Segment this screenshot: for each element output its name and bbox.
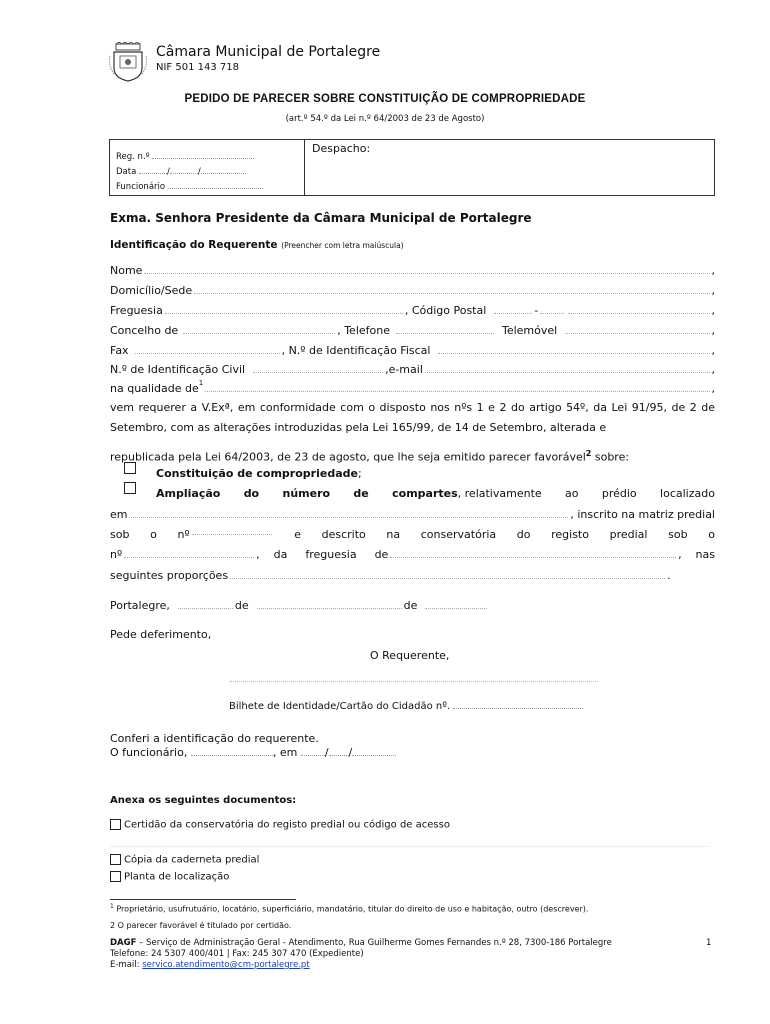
option-extension-word: número xyxy=(282,487,331,500)
annex-title: Anexa os seguintes documentos: xyxy=(110,795,297,806)
fax-label: Fax xyxy=(110,344,129,357)
date-day-field[interactable] xyxy=(139,164,167,174)
fax-field[interactable] xyxy=(135,353,280,354)
comma: , xyxy=(711,284,715,297)
footer-line-2: Telefone: 24 5307 400/401 | Fax: 245 307 470 (Expediente) xyxy=(110,949,364,959)
name-field[interactable] xyxy=(144,273,709,274)
bi-label: Bilhete de Identidade/Cartão do Cidadão nº. xyxy=(229,701,451,712)
option-extension-checkbox[interactable] xyxy=(124,482,136,494)
employee-line xyxy=(116,179,263,192)
registry-nas: , nas xyxy=(678,548,715,561)
option-extension-word: Ampliação xyxy=(156,487,221,500)
parish-label: Freguesia xyxy=(110,304,163,317)
bi-line xyxy=(229,699,583,712)
phone-field[interactable] xyxy=(396,333,494,334)
despacho-label: Despacho: xyxy=(312,142,371,155)
registry-word: registo xyxy=(551,528,589,541)
request-paragraph-2 xyxy=(110,444,715,468)
capacity-field[interactable] xyxy=(205,391,709,392)
employee-check-label: O funcionário, xyxy=(110,746,188,759)
annex-divider xyxy=(110,846,710,847)
option-extension-word: do xyxy=(243,487,260,500)
nif-label: , N.º de Identificação Fiscal xyxy=(281,344,431,357)
option-extension-rest: prédio xyxy=(601,487,637,500)
option-extension-rest: , relativamente xyxy=(457,487,542,500)
address-field[interactable] xyxy=(194,293,709,294)
email-label: ,e-mail xyxy=(385,363,423,376)
mobile-label: Telemóvel xyxy=(501,324,558,337)
footer-email-link[interactable]: servico.atendimento@cm-portalegre.pt xyxy=(142,960,310,970)
proportions-end: . xyxy=(667,569,671,582)
option-extension-rest: ao xyxy=(565,487,579,500)
footnote-separator xyxy=(110,899,296,900)
email-field[interactable] xyxy=(425,372,710,373)
location-field[interactable] xyxy=(129,517,568,518)
requerente-label: O Requerente, xyxy=(370,649,450,662)
footer-dagf: DAGF xyxy=(110,938,137,948)
reg-number-label: Reg. n.º xyxy=(116,152,150,162)
registry-word: na xyxy=(386,528,401,541)
option-constitution xyxy=(156,467,362,480)
footnote-1 xyxy=(110,903,588,914)
date-sep-1: / xyxy=(167,167,170,177)
location-label: em xyxy=(110,508,128,521)
date-slash: / xyxy=(324,746,329,759)
location-row xyxy=(110,505,715,521)
comma: , xyxy=(711,382,715,395)
applicant-id-note: (Preencher com letra maiúscula) xyxy=(281,241,404,250)
civil-id-row xyxy=(110,360,715,376)
option-constitution-checkbox[interactable] xyxy=(124,462,136,474)
civil-id-label: N.º de Identificação Civil xyxy=(110,363,246,376)
registry-word: conservatória xyxy=(420,528,497,541)
footnote-1-text: Proprietário, usufrutuário, locatário, superficiário, mandatário, titular do direito de uso e habitação, outro (descrever). xyxy=(116,904,589,914)
proportions-label: seguintes proporções xyxy=(110,569,229,582)
annex-item xyxy=(110,854,259,866)
applicant-id-heading xyxy=(110,239,404,251)
registry-number-field[interactable] xyxy=(192,534,272,535)
mobile-field[interactable] xyxy=(565,333,709,334)
civil-id-field[interactable] xyxy=(253,372,383,373)
registry-word: o xyxy=(150,528,157,541)
annex-item xyxy=(110,871,229,883)
date-slash: / xyxy=(348,746,353,759)
date-line xyxy=(116,164,246,177)
annex-checkbox[interactable] xyxy=(110,819,121,830)
comma: , xyxy=(711,264,715,277)
de-label: de xyxy=(403,599,418,612)
registry-word: descrito xyxy=(321,528,366,541)
postal-locality-field[interactable] xyxy=(568,313,709,314)
annex-item-label: Certidão da conservatória do registo predial ou código de acesso xyxy=(124,819,450,831)
footnote-ref-2: 2 xyxy=(585,449,592,458)
registry-number-row xyxy=(110,545,715,561)
postal-code-dash: - xyxy=(534,304,539,317)
annex-item-label: Planta de localização xyxy=(124,871,230,883)
date-month-field[interactable] xyxy=(170,164,198,174)
registry-word: o xyxy=(708,528,715,541)
proportions-field[interactable] xyxy=(230,578,665,579)
page-number: 1 xyxy=(706,938,712,948)
employee-check-year[interactable] xyxy=(352,746,396,756)
signature-line[interactable] xyxy=(230,681,598,682)
annex-checkbox[interactable] xyxy=(110,871,121,882)
municipal-seal-logo xyxy=(108,42,148,82)
registry-parish-word: freguesia xyxy=(305,548,357,561)
form-title: PEDIDO DE PARECER SOBRE CONSTITUIÇÃO DE COMPROPRIEDADE xyxy=(184,93,586,105)
place-date-row xyxy=(110,596,715,612)
reg-number-line xyxy=(116,149,254,162)
applicant-id-title: Identificação do Requerente xyxy=(110,239,278,251)
registration-box xyxy=(109,139,715,196)
employee-check-day[interactable] xyxy=(301,746,325,756)
registry-parish-word: , xyxy=(256,548,260,561)
date-label: Data xyxy=(116,167,137,177)
reg-number-field[interactable] xyxy=(152,149,254,159)
date-year-field[interactable] xyxy=(201,164,246,174)
postal-code-field-2[interactable] xyxy=(540,313,564,314)
parish-field[interactable] xyxy=(165,313,403,314)
footer-line-1 xyxy=(110,938,715,949)
place-label: Portalegre, xyxy=(110,599,170,612)
fax-row xyxy=(110,341,715,357)
name-row xyxy=(110,261,715,277)
annex-checkbox[interactable] xyxy=(110,854,121,865)
capacity-row xyxy=(110,379,715,395)
footer-line-3 xyxy=(110,960,715,971)
county-field[interactable] xyxy=(183,333,335,334)
footer-address: – Serviço de Administração Geral - Atendimento, Rua Guilherme Gomes Fernandes n.º 28, 7300-186 Portalegre xyxy=(139,938,612,948)
option-extension-rest: localizado xyxy=(660,487,715,500)
option-constitution-end: ; xyxy=(357,467,362,480)
proportions-row xyxy=(110,566,715,582)
comma: , xyxy=(711,363,715,376)
day-field[interactable] xyxy=(178,608,233,609)
registry-no-label: nº xyxy=(110,548,123,561)
address-row xyxy=(110,281,715,297)
greeting: Exma. Senhora Presidente da Câmara Municipal de Portalegre xyxy=(110,211,532,225)
registry-number xyxy=(177,528,273,541)
postal-code-field-1[interactable] xyxy=(494,313,532,314)
phone-label: , Telefone xyxy=(337,324,390,337)
date-sep-2: / xyxy=(197,167,201,177)
option-extension-compartes xyxy=(392,487,542,500)
registry-row xyxy=(110,525,715,541)
name-label: Nome xyxy=(110,264,143,277)
request-paragraph: vem requerer a V.Exª, em conformidade com o disposto nos nºs 1 e 2 do artigo 54º, da Lei 91/95, de 2 de Setembro, com as alterações introduzidas pela Lei 165/99, de 14 de Setembro, alterada e xyxy=(110,401,715,434)
comma: , xyxy=(711,344,715,357)
page-footer xyxy=(110,938,715,971)
registry-parish-field[interactable] xyxy=(390,557,676,558)
municipality-nif: NIF 501 143 718 xyxy=(156,62,239,73)
annex-item-label: Cópia da caderneta predial xyxy=(124,854,260,866)
registry-word: predial xyxy=(609,528,648,541)
option-extension-word: compartes xyxy=(392,487,458,500)
footnote-1-number: 1 xyxy=(110,903,114,910)
year-field[interactable] xyxy=(425,608,487,609)
municipality-name: Câmara Municipal de Portalegre xyxy=(156,44,381,60)
registry-parish-word: da xyxy=(273,548,288,561)
registry-no-field[interactable] xyxy=(124,557,254,558)
registry-parish-word: de xyxy=(374,548,389,561)
footer-email-label: E-mail: xyxy=(110,960,140,970)
month-field[interactable] xyxy=(257,608,402,609)
registry-word: do xyxy=(516,528,531,541)
registry-word: e xyxy=(294,528,301,541)
registry-word: nº xyxy=(177,528,190,541)
request-paragraph-2-text: republicada pela Lei 64/2003, de 23 de agosto, que lhe seja emitido parecer favorável xyxy=(110,450,586,464)
de-label: de xyxy=(234,599,249,612)
form-subtitle: (art.º 54.º da Lei n.º 64/2003 de 23 de Agosto) xyxy=(285,114,485,124)
annex-item xyxy=(110,819,450,831)
registration-box-divider xyxy=(304,140,305,195)
registry-word: sob xyxy=(110,528,130,541)
employee-check-line xyxy=(110,746,396,759)
employee-field[interactable] xyxy=(168,179,263,189)
footnote-2: 2 O parecer favorável é titulado por certidão. xyxy=(110,921,292,930)
employee-label: Funcionário xyxy=(116,182,166,192)
employee-check-field[interactable] xyxy=(191,746,273,756)
parish-row xyxy=(110,301,715,317)
conferi-label: Conferi a identificação do requerente. xyxy=(110,732,319,745)
matrix-label: , inscrito na matriz predial xyxy=(570,508,715,521)
option-extension-word: de xyxy=(353,487,369,500)
option-extension xyxy=(156,487,715,500)
bi-field[interactable] xyxy=(453,699,583,709)
registry-word: sob xyxy=(668,528,688,541)
request-paragraph-2-end: sobre: xyxy=(594,450,630,464)
capacity-label: na qualidade de xyxy=(110,382,199,395)
footnote-ref-1: 1 xyxy=(198,379,204,387)
employee-check-month[interactable] xyxy=(329,746,349,756)
postal-code-label: , Código Postal xyxy=(404,304,487,317)
address-label: Domicílio/Sede xyxy=(110,284,193,297)
nif-field[interactable] xyxy=(438,353,709,354)
comma: , xyxy=(711,304,715,317)
pede-deferimento: Pede deferimento, xyxy=(110,628,212,641)
employee-check-em: , em xyxy=(272,746,298,759)
county-row xyxy=(110,321,715,337)
option-constitution-label: Constituição de compropriedade xyxy=(156,467,358,480)
comma: , xyxy=(711,324,715,337)
county-label: Concelho de xyxy=(110,324,179,337)
